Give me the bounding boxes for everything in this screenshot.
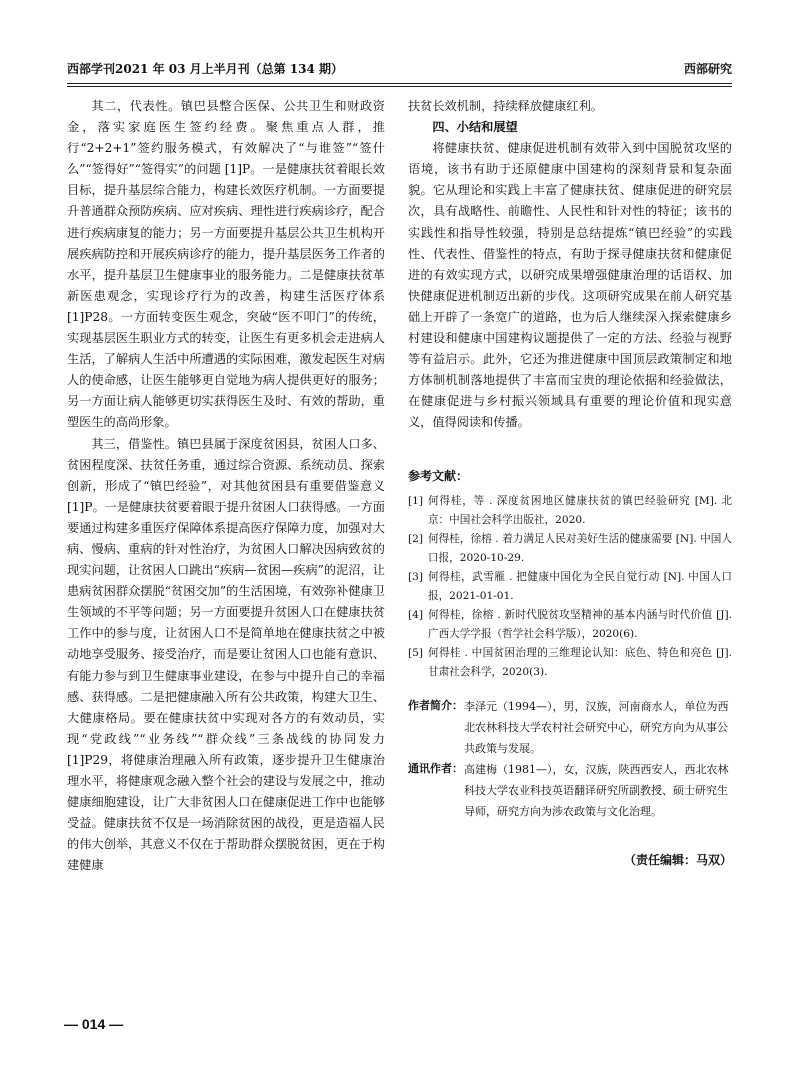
page-number: — 014 — bbox=[64, 1016, 124, 1032]
reference-number: [4] bbox=[408, 609, 424, 621]
reference-number: [2] bbox=[408, 533, 424, 545]
section-heading: 四、小结和展望 bbox=[432, 120, 518, 135]
author-info bbox=[408, 696, 732, 822]
corresponding-author-bio bbox=[408, 759, 732, 822]
reference-number: [3] bbox=[408, 571, 424, 583]
reference-text: 何得桂，武雪雁 . 把健康中国化为全民自觉行动 [N]. 中国人口报，2021-01-01. bbox=[428, 571, 732, 602]
reference-item bbox=[408, 568, 732, 606]
reference-number: [5] bbox=[408, 647, 424, 659]
paragraph-continued: 扶贫长效机制，持续释放健康红利。 bbox=[408, 99, 603, 113]
author-bio bbox=[408, 696, 732, 759]
reference-item bbox=[408, 606, 732, 644]
journal-title: 西部学刊2021 年 03 月上半月刊（总第 134 期） bbox=[67, 62, 344, 76]
bio-text: 李泽元（1994—），男，汉族，河南商水人，单位为西北农林科技大学农村社会研究中心，研究方向为从事公共政策与发展。 bbox=[464, 700, 729, 755]
bio-label: 通讯作者： bbox=[408, 763, 463, 775]
running-header bbox=[67, 58, 732, 80]
bio-label: 作者简介： bbox=[408, 700, 463, 712]
reference-text: 何得桂，等 . 深度贫困地区健康扶贫的镇巴经验研究 [M]. 北京：中国社会科学出版社，2020. bbox=[428, 495, 732, 526]
header-rule bbox=[67, 83, 732, 84]
reference-number: [1] bbox=[408, 495, 424, 507]
paragraph: 将健康扶贫、健康促进机制有效带入到中国脱贫攻坚的语境，该书有助于还原健康中国建构的深刻背景和复杂面貌。它从理论和实践上丰富了健康扶贫、健康促进的研究层次，具有战略性、前瞻性、人民性和针对性的特征；该书的实践性和指导性较强，特别是总结提炼“镇巴经验”的实践性、代表性、借鉴性的特点，有助于探寻健康扶贫和健康促进的有效实现方式，以研究成果增强健康治理的话语权、加快健康促进机制迈出新的步伐。这项研究成果在前人研究基础上开辟了一条宽广的道路，也为后人继续深入探索健康乡村建设和健康中国建构议题提供了一定的方法、经验与视野等有益启示。此外，它还为推进健康中国顶层政策制定和地方体制机制落地提供了丰富而宝贵的理论依据和经验做法，在健康促进与乡村振兴领域具有重要的理论价值和现实意义，值得阅读和传播。 bbox=[408, 141, 732, 430]
paragraph: 其三，借鉴性。镇巴县属于深度贫困县，贫困人口多、贫困程度深、扶贫任务重，通过综合资源、系统动员、探索创新，形成了“镇巴经验”，对其他贫困县有重要借鉴意义 [1]P。一是健康扶贫要着眼于提升贫困人口获得感。一方面要通过构建多重医疗保障体系提高医疗保障力度，加强对大病、慢病、重病的针对性治疗，为贫困人口解决因病致贫的现实问题，让贫困人口跳出“疾病—贫困—疾病”的泥沼，让患病贫困群众摆脱“贫困交加”的生活困境，有效弥补健康卫生领域的不平等问题；另一方面要提升贫困人口在健康扶贫工作中的参与度，让贫困人口不是简单地在健康扶贫之中被动地享受服务、接受治疗，而是要让贫困人口也能有意识、有能力参与到卫生健康事业建设，在参与中提升自己的幸福感、获得感。二是把健康融入所有公共政策，构建大卫生、大健康格局。要在健康扶贫中实现对各方的有效动员，实现“党政线”“业务线”“群众线”三条战线的协同发力 [1]P29，将健康治理融入所有政策，逐步提升卫生健康治理水平，将健康观念融入整个社会的建设与发展之中，推动健康细胞建设，让广大非贫困人口在健康促进工作中也能够受益。健康扶贫不仅是一场消除贫困的战役，更是造福人民的伟大创举，其意义不仅在于帮助群众摆脱贫困，更在于构建健康 bbox=[67, 436, 385, 873]
paragraph: 其二，代表性。镇巴县整合医保、公共卫生和财政资金，落实家庭医生签约经费。聚焦重点人群，推行“2+2+1”签约服务模式，有效解决了“与谁签”“签什么”“签得好”“签得实”的问题 [1]P。一是健康扶贫着眼长效目标，提升基层综合能力，构建长效医疗机制。一方面要提升普通群众预防疾病、应对疾病、理性进行疾病诊疗，配合进行疾病康复的能力；另一方面要提升基层公共卫生机构开展疾病防控和开展疾病诊疗的能力，提升基层医务工作者的水平，提升基层卫生健康事业的服务能力。二是健康扶贫革新医患观念，实现诊疗行为的改善，构建生活医疗体系 [1]P28。一方面转变医生观念，突破“医不叩门”的传统，实现基层医生职业方式的转变，让医生有更多机会走进病人生活，了解病人生活中所遭遇的实际困难，激发起医生对病人的使命感，让医生能够更自觉地为病人提供更好的服务；另一方面让病人能够更切实获得医生及时、有效的帮助，重塑医生的高尚形象。 bbox=[67, 99, 385, 430]
reference-item bbox=[408, 530, 732, 568]
reference-item bbox=[408, 492, 732, 530]
header-rule-thin bbox=[67, 86, 732, 87]
reference-item bbox=[408, 644, 732, 682]
right-column bbox=[408, 96, 732, 434]
reference-text: 何得桂，徐榕 . 着力满足人民对美好生活的健康需要 [N]. 中国人口报，2020-10-29. bbox=[428, 533, 732, 564]
reference-text: 何得桂 . 中国贫困治理的三维理论认知：底色、特色和亮色 [J]. 甘肃社会科学，2020(3). bbox=[428, 647, 732, 678]
references bbox=[408, 467, 732, 682]
responsible-editor: （责任编辑：马双） bbox=[623, 853, 732, 867]
left-column bbox=[67, 96, 385, 876]
references-title: 参考文献： bbox=[408, 469, 469, 483]
section-label: 西部研究 bbox=[683, 62, 732, 76]
reference-text: 何得桂，徐榕 . 新时代脱贫攻坚精神的基本内涵与时代价值 [J]. 广西大学学报（哲学社会科学版），2020(6). bbox=[428, 609, 732, 640]
bio-text: 高建梅（1981—），女，汉族，陕西西安人，西北农林科技大学农业科技英语翻译研究所副教授、硕士研究生导师，研究方向为涉农政策与文化治理。 bbox=[464, 763, 729, 818]
